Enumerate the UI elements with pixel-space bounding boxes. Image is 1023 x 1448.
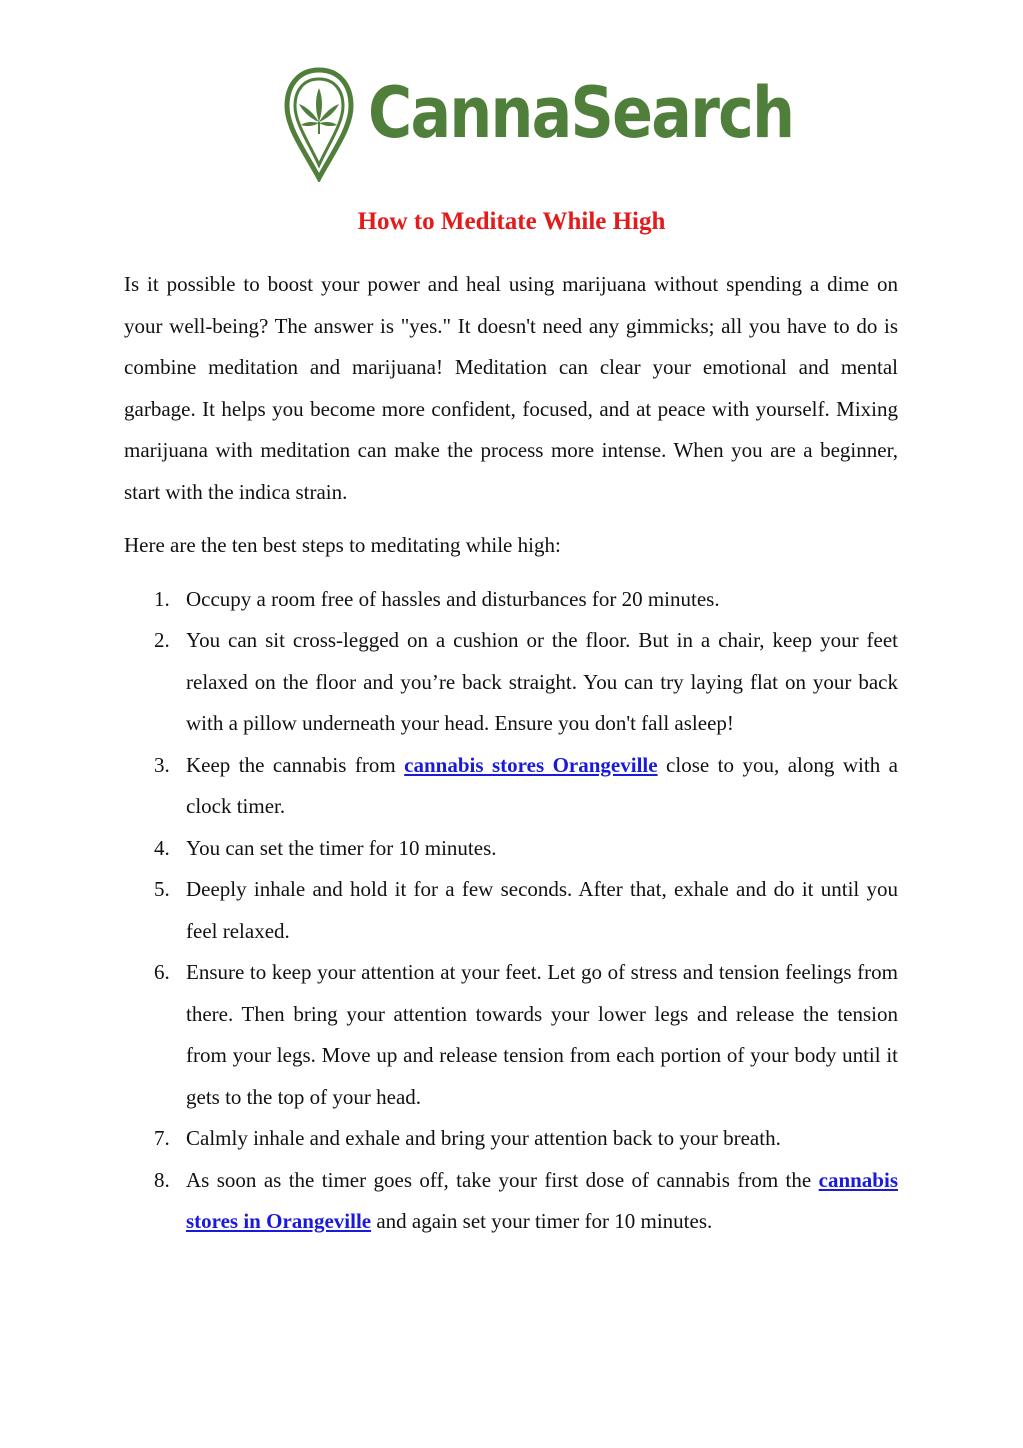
page-title: How to Meditate While High [357,208,666,235]
list-number: 8. [154,1167,170,1192]
cannabis-stores-link[interactable]: cannabis stores Orangeville [404,752,658,777]
list-item [124,1160,898,1243]
list-item [124,1118,898,1160]
list-item-text: and again set your timer for 10 minutes. [371,1209,713,1233]
list-number: 5. [154,877,170,901]
list-number: 2. [154,628,170,652]
cannabis-leaf-pin-icon [283,66,355,182]
list-item [124,952,898,1118]
article-body [124,264,898,1243]
steps-lead: Here are the ten best steps to meditating while high: [124,533,561,557]
list-item [124,620,898,745]
brand-name: CannaSearch [368,72,794,154]
list-item-text: You can sit cross-legged on a cushion or the floor. But in a chair, keep your feet relaxed on the floor and you’re back straight. You can try laying flat on your back with a pillow underneath your head. Ensure you don't fall asleep! [186,628,898,735]
list-item [124,828,898,870]
list-item-text: Ensure to keep your attention at your feet. Let go of stress and tension feelings from there. Then bring your attention towards your lower legs and release the tension from your legs. Move up and release tension from each portion of your body until it gets to the top of your head. [186,960,898,1109]
steps-list [124,579,898,1243]
list-item-text: You can set the timer for 10 minutes. [186,835,497,860]
list-item-text: Occupy a room free of hassles and disturbances for 20 minutes. [186,586,720,611]
brand-logo [283,66,794,182]
list-item [124,579,898,621]
list-item [124,745,898,828]
list-number: 7. [154,1126,170,1150]
cannabis-stores-in-orangeville-link[interactable]: cannabis stores in Orangeville [186,1167,898,1233]
list-number: 3. [154,752,170,777]
list-number: 6. [154,960,170,984]
intro-paragraph: Is it possible to boost your power and heal using marijuana without spending a dime on your well-being? The answer is "yes." It doesn't need any gimmicks; all you have to do is combine meditation and marijuana! Meditation can clear your emotional and mental garbage. It helps you become more confident, focused, and at peace with yourself. Mixing marijuana with meditation can make the process more intense. When you are a beginner, start with the indica strain. [124,272,898,504]
list-number: 4. [154,835,170,860]
list-item [124,869,898,952]
list-item-text: Calmly inhale and exhale and bring your attention back to your breath. [186,1126,781,1150]
list-number: 1. [154,586,170,611]
list-item-text: close to you, along with a clock timer. [186,752,898,818]
list-item-text: Deeply inhale and hold it for a few seconds. After that, exhale and do it until you feel relaxed. [186,877,898,943]
list-item-text: As soon as the timer goes off, take your first dose of cannabis from the [186,1167,819,1192]
list-item-text: Keep the cannabis from [186,752,405,777]
